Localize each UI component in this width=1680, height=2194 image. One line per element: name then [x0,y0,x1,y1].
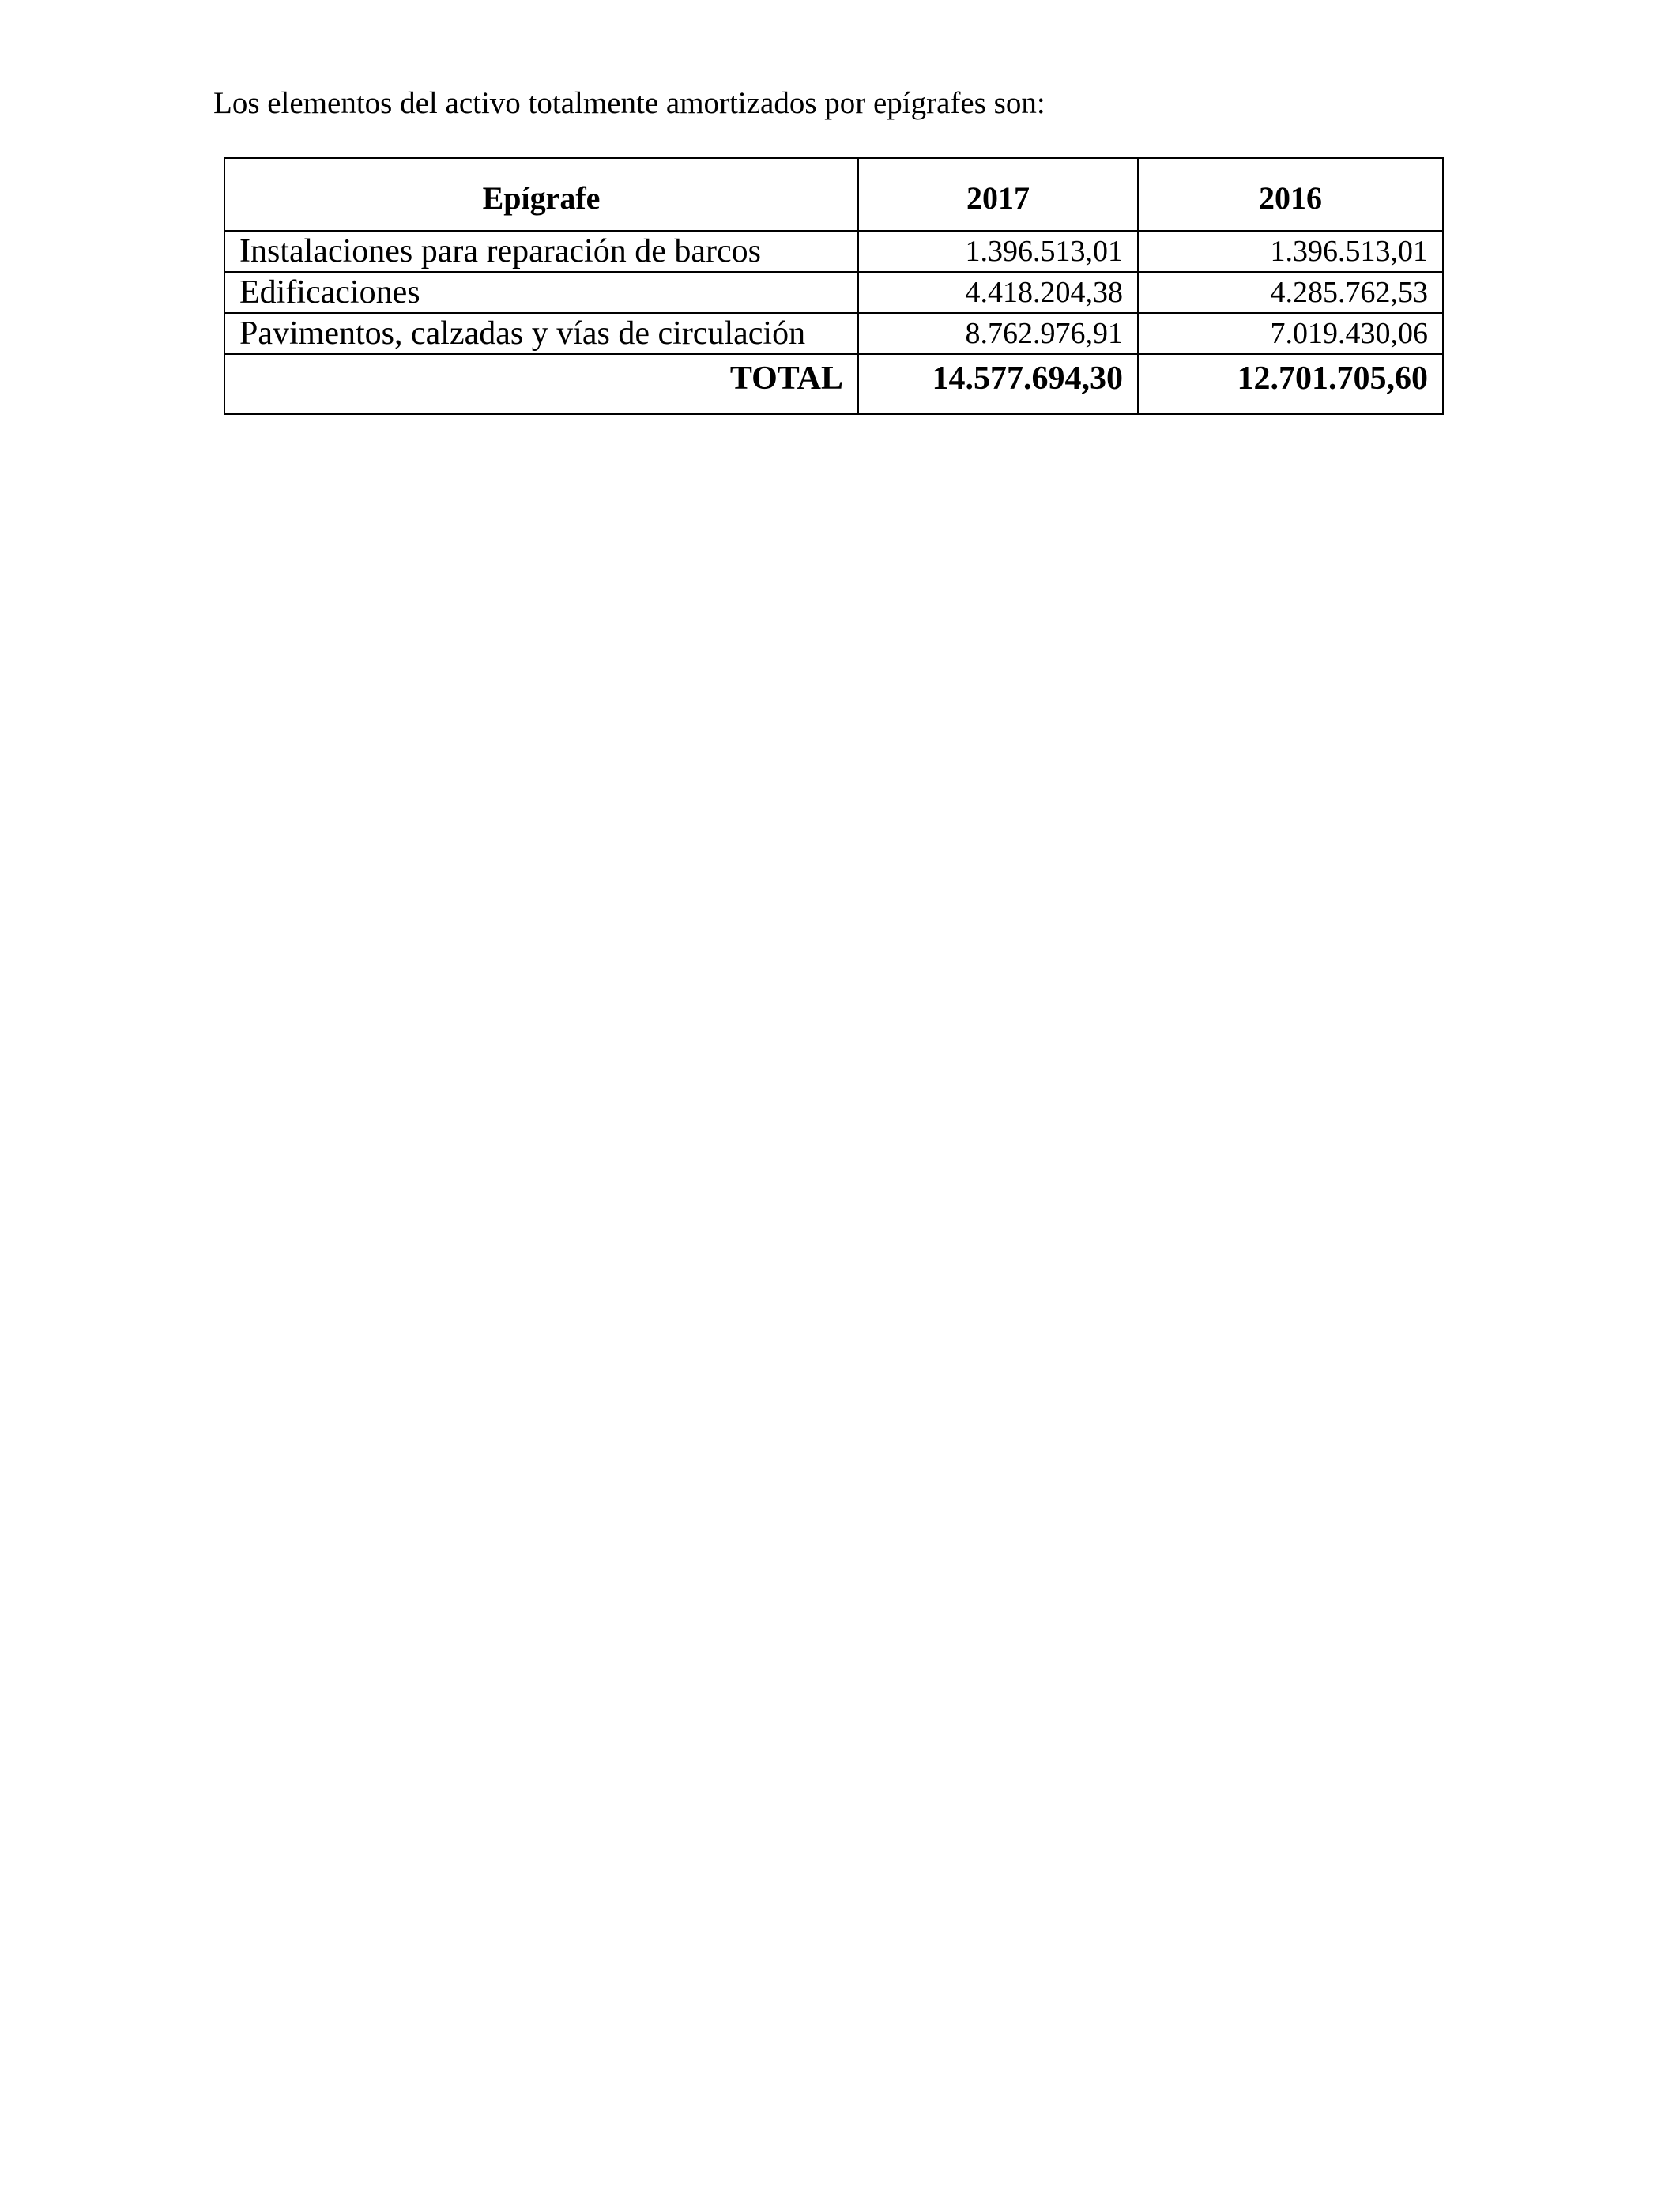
table-row [224,231,1443,272]
intro-paragraph: Los elementos del activo totalmente amortizados por epígrafes son: [213,86,1045,120]
row-value-2017: 1.396.513,01 [858,231,1138,272]
table-row [224,313,1443,354]
total-value-2016: 12.701.705,60 [1138,354,1443,414]
row-label: Pavimentos, calzadas y vías de circulación [224,313,858,354]
table-header [224,158,1443,231]
table-body [224,231,1443,414]
table-row [224,272,1443,313]
header-2017: 2017 [858,158,1138,231]
total-value-2017: 14.577.694,30 [858,354,1138,414]
total-row [224,354,1443,414]
row-value-2017: 4.418.204,38 [858,272,1138,313]
header-row [224,158,1443,231]
row-value-2016: 4.285.762,53 [1138,272,1443,313]
row-value-2017: 8.762.976,91 [858,313,1138,354]
row-value-2016: 7.019.430,06 [1138,313,1443,354]
header-2016: 2016 [1138,158,1443,231]
row-label: Instalaciones para reparación de barcos [224,231,858,272]
row-value-2016: 1.396.513,01 [1138,231,1443,272]
total-label: TOTAL [224,354,858,414]
row-label: Edificaciones [224,272,858,313]
header-epigrafe: Epígrafe [224,158,858,231]
amortized-assets-table [224,157,1444,415]
